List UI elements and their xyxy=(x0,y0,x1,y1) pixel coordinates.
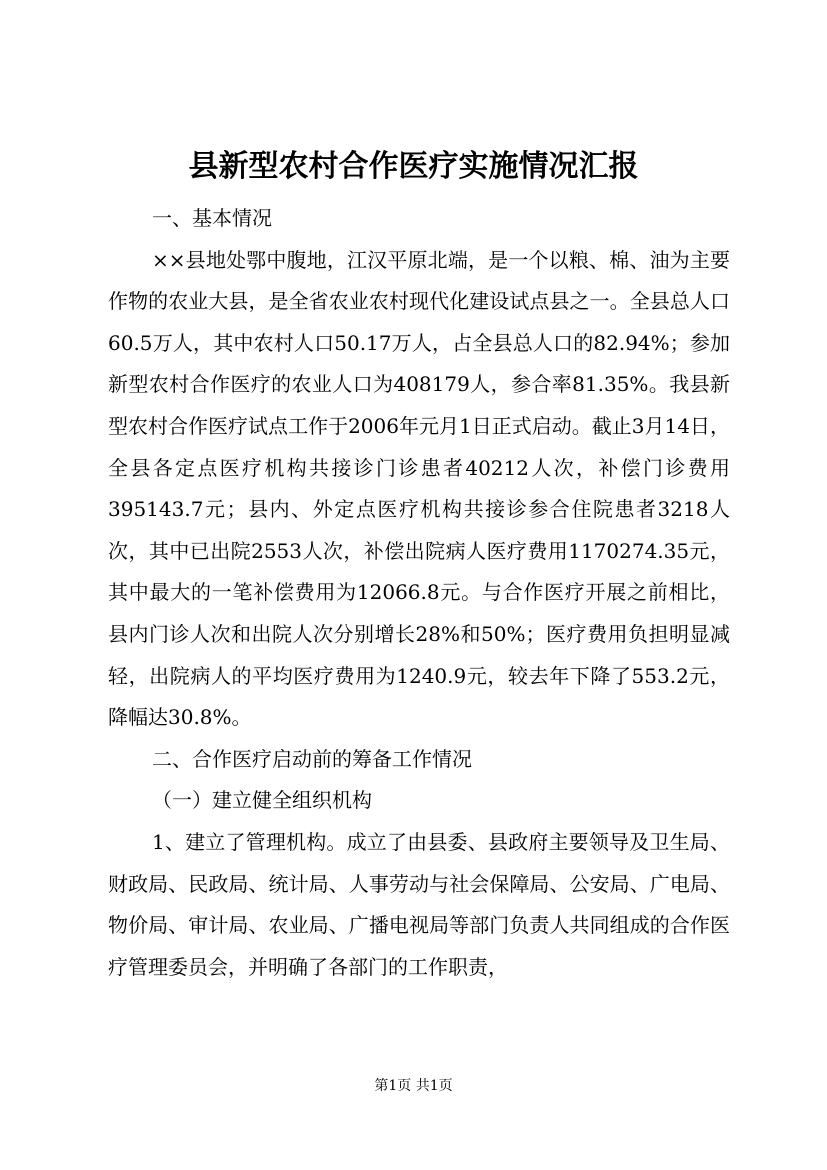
document-body xyxy=(108,198,730,988)
section-heading-1: 一、基本情况 xyxy=(152,206,272,230)
section-2-paragraph-1: 1、建立了管理机构。成立了由县委、县政府主要领导及卫生局、财政局、民政局、统计局、人事劳动与社会保障局、公安局、广电局、物价局、审计局、农业局、广播电视局等部门负责人共同组成的合作医疗管理委员会，并明确了各部门的工作职责， xyxy=(108,829,730,979)
subsection-heading-1: （一）建立健全组织机构 xyxy=(152,788,372,813)
section-heading-2: 二、合作医疗启动前的筹备工作情况 xyxy=(152,746,472,771)
section-1-paragraph-1: ××县地处鄂中腹地，江汉平原北端，是一个以粮、棉、油为主要作物的农业大县，是全省农业农村现代化建设试点县之一。全县总人口60.5万人，其中农村人口50.17万人，占全县总人口的82.94%；参加新型农村合作医疗的农业人口为408179人，参合率81.35%。我县新型农村合作医疗试点工作于2006年元月1日正式启动。截止3月14日，全县各定点医疗机构共接诊门诊患者40212人次，补偿门诊费用395143.7元；县内、外定点医疗机构共接诊参合住院患者3218人次，其中已出院2553人次，补偿出院病人医疗费用1170274.35元，其中最大的一笔补偿费用为12066.8元。与合作医疗开展之前相比，县内门诊人次和出院人次分别增长28%和50%；医疗费用负担明显减轻，出院病人的平均医疗费用为1240.9元，较去年下降了553.2元，降幅达30.8%。 xyxy=(108,247,730,730)
page-footer: 第1页 共1页 xyxy=(374,1078,453,1094)
document-title: 县新型农村合作医疗实施情况汇报 xyxy=(188,149,639,184)
